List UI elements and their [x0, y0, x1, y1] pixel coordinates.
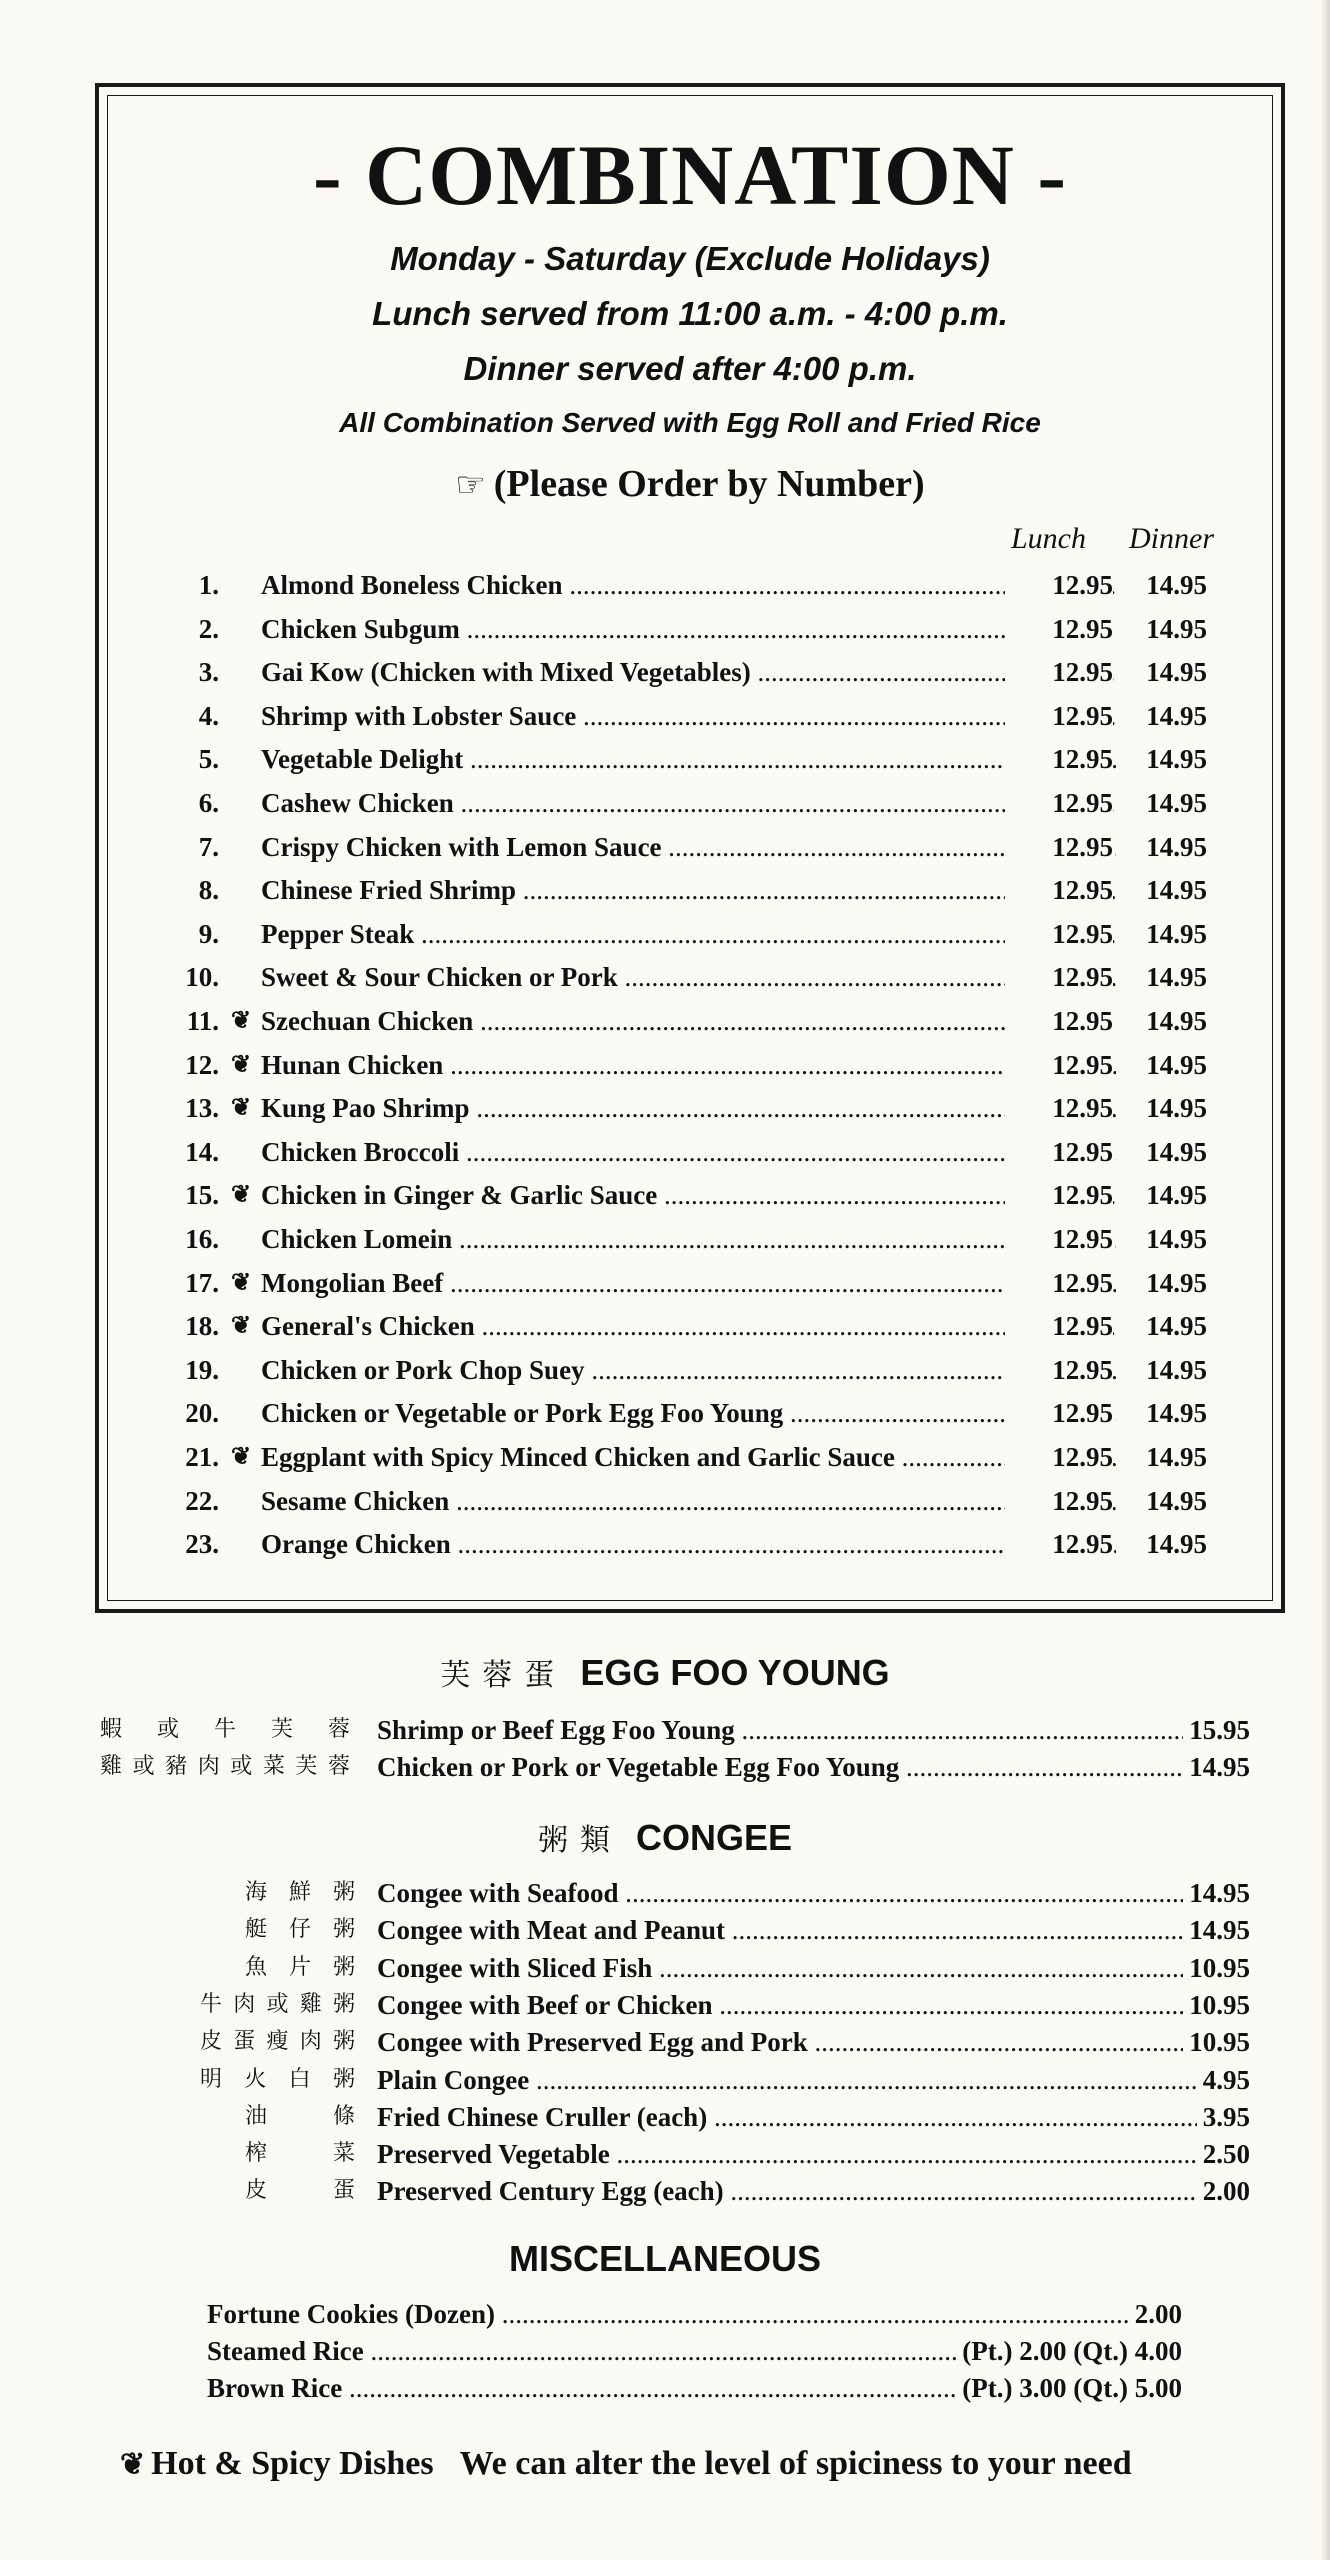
combination-item — [99, 1437, 1281, 1477]
item-number: 2. — [198, 613, 219, 644]
chili-pepper-icon: ❦ — [230, 1444, 252, 1470]
congee-heading — [0, 1815, 1330, 1859]
item-number: 14. — [185, 1136, 219, 1167]
item-number: 19. — [185, 1354, 219, 1385]
item-name: Congee with Seafood ..... — [377, 1875, 1250, 1911]
item-price: 14.95 — [1183, 1912, 1250, 1948]
lunch-price: 12.95 — [1005, 1132, 1113, 1172]
congee-item — [0, 1950, 1330, 1986]
dinner-price: 14.95 — [1146, 657, 1207, 688]
lunch-price: 12.95 — [1005, 696, 1113, 736]
dinner-price: 14.95 — [1146, 1180, 1207, 1211]
item-number: 16. — [185, 1224, 219, 1254]
item-name: Chicken Broccoli ..... — [261, 1132, 1116, 1172]
item-number: 13. — [185, 1093, 219, 1124]
item-name: Chicken or Pork Chop Suey ..... — [261, 1350, 1116, 1390]
lunch-price: 12.95 — [1005, 783, 1113, 823]
congee-heading-en: CONGEE — [635, 1817, 793, 1858]
lunch-price: 12.95 — [1005, 609, 1113, 649]
egg-foo-young-heading-en: EGG FOO YOUNG — [580, 1652, 890, 1693]
dinner-hours: Dinner served after 4:00 p.m. — [463, 350, 917, 387]
item-name: Cashew Chicken ..... — [261, 783, 1116, 823]
chili-pepper-icon: ❦ — [230, 1313, 252, 1340]
spicy-legend-text: Hot & Spicy Dishes — [151, 2445, 434, 2482]
item-number: 3. — [198, 657, 219, 688]
lunch-price: 12.95 — [1005, 1263, 1113, 1303]
item-price: 4.95 — [1197, 2062, 1250, 2098]
congee-item — [0, 1912, 1330, 1948]
item-name: Fried Chinese Cruller (each) ..... — [377, 2099, 1250, 2135]
combination-item — [99, 1219, 1281, 1259]
item-name: Brown Rice ..... — [207, 2370, 1182, 2406]
lunch-hours: Lunch served from 11:00 a.m. - 4:00 p.m. — [372, 295, 1008, 332]
combination-days: Monday - Saturday (Exclude Holidays) — [390, 240, 990, 277]
item-number: 15. — [185, 1180, 219, 1211]
dinner-price: 14.95 — [1146, 831, 1207, 862]
lunch-price: 12.95 — [1005, 739, 1113, 779]
pointing-hand-icon: ☞ — [455, 467, 486, 504]
lunch-column-header: Lunch — [1011, 522, 1086, 555]
lunch-price: 12.95 — [1005, 652, 1113, 692]
dinner-price: 14.95 — [1146, 1354, 1207, 1385]
item-number: 9. — [198, 918, 219, 949]
combination-item — [99, 1045, 1281, 1085]
item-number: 20. — [185, 1398, 219, 1429]
item-name: Preserved Vegetable ..... — [377, 2136, 1250, 2172]
congee-item — [0, 2173, 1330, 2209]
combination-item — [99, 870, 1281, 910]
dinner-column-header: Dinner — [1129, 522, 1214, 555]
item-name: Pepper Steak ..... — [261, 914, 1116, 954]
dinner-price: 14.95 — [1146, 788, 1207, 818]
dinner-price: 14.95 — [1146, 744, 1207, 775]
lunch-price: 12.95 — [1005, 1350, 1113, 1390]
item-name: Shrimp or Beef Egg Foo Young ..... — [377, 1712, 1250, 1748]
egg-foo-young-heading — [0, 1650, 1330, 1694]
item-name: Eggplant with Spicy Minced Chicken and Garlic Sauce ..... — [261, 1437, 1116, 1477]
item-price: 10.95 — [1183, 1950, 1250, 1986]
congee-item — [0, 2099, 1330, 2135]
chinese-name: 榨菜 — [245, 2141, 355, 2167]
dinner-price: 14.95 — [1146, 918, 1207, 949]
combination-box — [95, 83, 1285, 1613]
congee-item — [0, 2062, 1330, 2098]
spiciness-note: We can alter the level of spiciness to your need — [459, 2445, 1132, 2482]
dinner-price: 14.95 — [1146, 1529, 1207, 1560]
item-name: Fortune Cookies (Dozen) ..... — [207, 2296, 1182, 2332]
chinese-name: 牛肉或雞粥 — [200, 1991, 355, 2017]
combination-item — [99, 1263, 1281, 1303]
chinese-name: 明火白粥 — [200, 2066, 355, 2092]
item-price: (Pt.) 2.00 (Qt.) 4.00 — [956, 2333, 1182, 2369]
egg_foo_young-item — [0, 1712, 1330, 1748]
combination-item — [99, 1132, 1281, 1172]
combination-item — [99, 827, 1281, 867]
item-name: Shrimp with Lobster Sauce ..... — [261, 696, 1116, 736]
chinese-name: 艇仔粥 — [245, 1917, 355, 1943]
combination-item — [99, 1350, 1281, 1390]
item-name: Congee with Beef or Chicken ..... — [377, 1987, 1250, 2023]
combination-item — [99, 1393, 1281, 1433]
lunch-price: 12.95 — [1005, 1088, 1113, 1128]
combination-item — [99, 739, 1281, 779]
chili-pepper-icon: ❦ — [120, 2448, 146, 2481]
dinner-price: 14.95 — [1146, 1398, 1207, 1429]
order-note-text: (Please Order by Number) — [493, 463, 925, 505]
item-name: Crispy Chicken with Lemon Sauce ..... — [261, 827, 1116, 867]
combination-item — [99, 609, 1281, 649]
lunch-price: 12.95 — [1005, 565, 1113, 605]
lunch-price: 12.95 — [1005, 1524, 1113, 1564]
item-price: 14.95 — [1183, 1749, 1250, 1785]
order-by-number-note — [99, 462, 1281, 506]
dinner-price: 14.95 — [1146, 700, 1207, 731]
chinese-name: 海鮮粥 — [245, 1880, 355, 1905]
spicy-legend — [120, 2445, 1132, 2483]
item-name: Preserved Century Egg (each) ..... — [377, 2173, 1250, 2209]
item-name: Chicken or Vegetable or Pork Egg Foo Young ..... — [261, 1393, 1116, 1433]
dinner-price: 14.95 — [1146, 875, 1207, 906]
item-name: Congee with Preserved Egg and Pork ..... — [377, 2024, 1250, 2060]
combination-item — [99, 957, 1281, 997]
item-name: General's Chicken ..... — [261, 1306, 1116, 1346]
item-name: Chicken or Pork or Vegetable Egg Foo Young ..... — [377, 1749, 1250, 1785]
dinner-price: 14.95 — [1146, 1006, 1207, 1036]
lunch-price: 12.95 — [1005, 1393, 1113, 1433]
egg-foo-young-heading-cn: 芙蓉蛋 — [440, 1658, 567, 1693]
item-name: Steamed Rice ..... — [207, 2333, 1182, 2369]
misc-item — [0, 2370, 1330, 2406]
combination-item — [99, 1481, 1281, 1521]
dinner-price: 14.95 — [1146, 1093, 1207, 1124]
item-price: 15.95 — [1183, 1712, 1250, 1748]
lunch-price: 12.95 — [1005, 870, 1113, 910]
lunch-price: 12.95 — [1005, 1306, 1113, 1346]
lunch-price: 12.95 — [1005, 914, 1113, 954]
dinner-price: 14.95 — [1146, 1442, 1207, 1472]
dinner-price: 14.95 — [1146, 1267, 1207, 1298]
item-name: Kung Pao Shrimp ..... — [261, 1088, 1116, 1128]
item-name: Sweet & Sour Chicken or Pork ..... — [261, 957, 1116, 997]
chili-pepper-icon: ❦ — [230, 1051, 252, 1078]
congee-item — [0, 2024, 1330, 2060]
item-name: Plain Congee ..... — [377, 2062, 1250, 2098]
item-name: Chicken in Ginger & Garlic Sauce ..... — [261, 1175, 1116, 1215]
item-name: Congee with Sliced Fish ..... — [377, 1950, 1250, 1986]
item-price: 2.00 — [1197, 2173, 1250, 2209]
dinner-price: 14.95 — [1146, 613, 1207, 644]
congee-item — [0, 2136, 1330, 2172]
dinner-price: 14.95 — [1146, 1224, 1207, 1254]
item-number: 8. — [198, 875, 219, 906]
chinese-name: 皮蛋 — [245, 2178, 355, 2204]
item-number: 12. — [185, 1049, 219, 1080]
lunch-price: 12.95 — [1005, 1437, 1113, 1477]
item-number: 5. — [198, 744, 219, 775]
served-with-note: All Combination Served with Egg Roll and Fried Rice — [339, 407, 1041, 438]
item-name: Hunan Chicken ..... — [261, 1045, 1116, 1085]
combination-item — [99, 1088, 1281, 1128]
item-number: 4. — [198, 700, 219, 731]
item-number: 7. — [198, 831, 219, 862]
item-name: Congee with Meat and Peanut ..... — [377, 1912, 1250, 1948]
chinese-name: 蝦或牛芙蓉 — [100, 1717, 350, 1742]
dinner-price: 14.95 — [1146, 1136, 1207, 1167]
item-number: 6. — [198, 788, 219, 818]
combination-item — [99, 1175, 1281, 1215]
item-name: Sesame Chicken ..... — [261, 1481, 1116, 1521]
lunch-price: 12.95 — [1005, 1045, 1113, 1085]
item-name: Chicken Lomein ..... — [261, 1219, 1116, 1259]
dinner-price: 14.95 — [1146, 1485, 1207, 1516]
dinner-price: 14.95 — [1146, 570, 1207, 600]
lunch-price: 12.95 — [1005, 957, 1113, 997]
item-price: 3.95 — [1197, 2099, 1250, 2135]
lunch-price: 12.95 — [1005, 1481, 1113, 1521]
item-price: 2.00 — [1129, 2296, 1182, 2332]
chinese-name: 雞或豬肉或菜芙蓉 — [100, 1754, 350, 1779]
combination-item — [99, 914, 1281, 954]
combination-item — [99, 652, 1281, 692]
lunch-price: 12.95 — [1005, 827, 1113, 867]
item-name: Orange Chicken ..... — [261, 1524, 1116, 1564]
chili-pepper-icon: ❦ — [230, 1095, 252, 1122]
item-number: 11. — [186, 1006, 219, 1036]
item-price: 14.95 — [1183, 1875, 1250, 1911]
item-price: (Pt.) 3.00 (Qt.) 5.00 — [956, 2370, 1182, 2406]
item-name: Mongolian Beef ..... — [261, 1263, 1116, 1303]
chili-pepper-icon: ❦ — [230, 1269, 252, 1296]
item-price: 10.95 — [1183, 1987, 1250, 2023]
lunch-price: 12.95 — [1005, 1175, 1113, 1215]
item-price: 2.50 — [1197, 2136, 1250, 2172]
chili-pepper-icon: ❦ — [230, 1008, 252, 1034]
misc-item — [0, 2333, 1330, 2369]
miscellaneous-heading: MISCELLANEOUS — [508, 2238, 821, 2279]
misc-item — [0, 2296, 1330, 2332]
item-name: Szechuan Chicken ..... — [261, 1001, 1116, 1041]
item-number: 17. — [185, 1267, 219, 1298]
combination-item — [99, 696, 1281, 736]
item-number: 23. — [185, 1529, 219, 1560]
congee-item — [0, 1987, 1330, 2023]
chili-pepper-icon: ❦ — [230, 1182, 252, 1209]
item-number: 10. — [185, 962, 219, 993]
congee-heading-cn: 粥類 — [537, 1823, 622, 1858]
item-name: Chicken Subgum ..... — [261, 609, 1116, 649]
item-name: Gai Kow (Chicken with Mixed Vegetables) ..... — [261, 652, 1116, 692]
chinese-name: 魚片粥 — [245, 1954, 355, 1980]
lunch-price: 12.95 — [1005, 1001, 1113, 1041]
item-number: 22. — [185, 1485, 219, 1516]
dinner-price: 14.95 — [1146, 962, 1207, 993]
dinner-price: 14.95 — [1146, 1049, 1207, 1080]
item-price: 10.95 — [1183, 2024, 1250, 2060]
item-name: Vegetable Delight ..... — [261, 739, 1116, 779]
combination-item — [99, 783, 1281, 823]
chinese-name: 皮蛋瘦肉粥 — [200, 2029, 355, 2055]
item-number: 21. — [185, 1442, 219, 1472]
combination-item — [99, 1001, 1281, 1041]
item-name: Almond Boneless Chicken ..... — [261, 565, 1116, 605]
item-name: Chinese Fried Shrimp ..... — [261, 870, 1116, 910]
item-number: 1. — [198, 570, 219, 600]
lunch-price: 12.95 — [1005, 1219, 1113, 1259]
chinese-name: 油條 — [245, 2103, 355, 2129]
combination-title: - COMBINATION - — [313, 127, 1067, 223]
item-number: 18. — [185, 1311, 219, 1342]
combination-item — [99, 1306, 1281, 1346]
combination-item — [99, 1524, 1281, 1564]
egg_foo_young-item — [0, 1749, 1330, 1785]
dinner-price: 14.95 — [1146, 1311, 1207, 1342]
congee-item — [0, 1875, 1330, 1911]
combination-item — [99, 565, 1281, 605]
